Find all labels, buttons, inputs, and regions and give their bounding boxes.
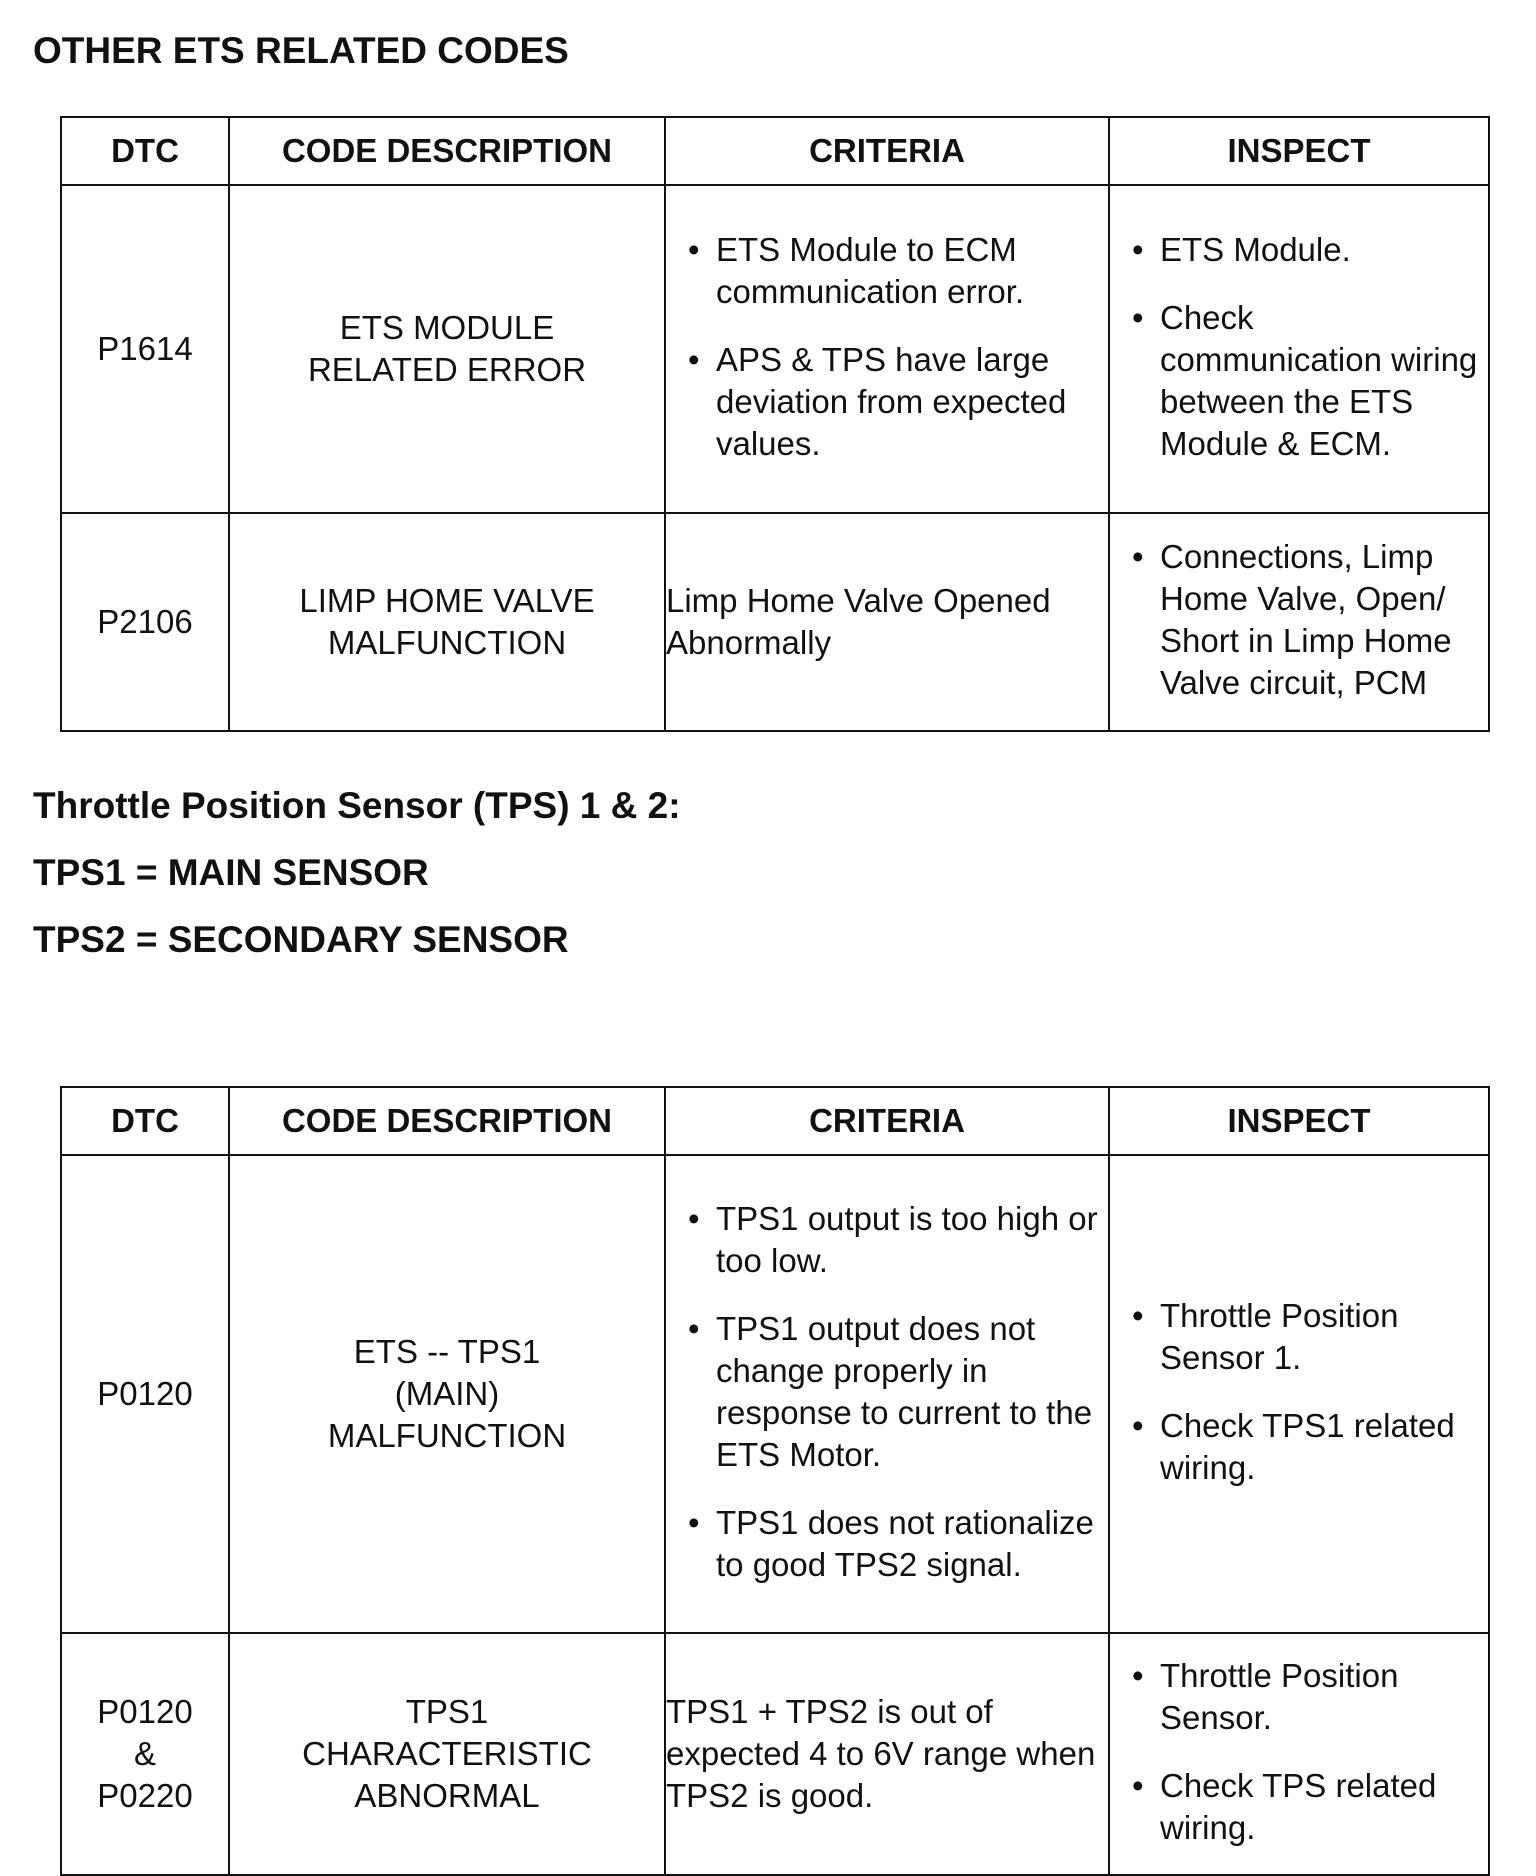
table-header-row: [61, 117, 1489, 185]
description-cell: [229, 1633, 665, 1875]
dtc-cell: [61, 185, 229, 513]
description-line: RELATED ERROR: [307, 351, 587, 388]
criteria-text: TPS1 + TPS2 is out of expected 4 to 6V range when TPS2 is good.: [666, 1693, 1096, 1814]
description-line: (MAIN): [394, 1375, 500, 1412]
inspect-item: • Throttle Position Sensor 1.: [1120, 1295, 1478, 1379]
dtc-cell: [61, 1155, 229, 1633]
header-code-description: CODE DESCRIPTION: [229, 117, 665, 185]
dtc-cell: [61, 513, 229, 731]
inspect-item: • Check TPS1 related wiring.: [1120, 1405, 1478, 1489]
description-line: TPS1: [405, 1693, 489, 1730]
criteria-cell: [665, 1155, 1109, 1633]
criteria-cell: [665, 1633, 1109, 1875]
criteria-item: • APS & TPS have large deviation from expected values.: [676, 339, 1098, 465]
tps-codes-table: [60, 1086, 1490, 1876]
table-header-row: [61, 1087, 1489, 1155]
inspect-cell: [1109, 513, 1489, 731]
description-line: ETS -- TPS1: [353, 1333, 541, 1370]
criteria-item: • ETS Module to ECM communication error.: [676, 229, 1098, 313]
table-row: [61, 513, 1489, 731]
inspect-cell: [1109, 1633, 1489, 1875]
header-inspect: INSPECT: [1109, 1087, 1489, 1155]
section-title-tps: Throttle Position Sensor (TPS) 1 & 2:: [33, 785, 681, 826]
criteria-item: • TPS1 output is too high or too low.: [676, 1198, 1098, 1282]
description-line: LIMP HOME VALVE: [299, 582, 595, 619]
criteria-item: • TPS1 does not rationalize to good TPS2 signal.: [676, 1502, 1098, 1586]
dtc-cell: [61, 1633, 229, 1875]
dtc-code: P1614: [97, 330, 193, 367]
ets-codes-table: [60, 116, 1490, 732]
dtc-code: P0220: [97, 1777, 193, 1814]
criteria-item: • TPS1 output does not change properly in response to current to the ETS Motor.: [676, 1308, 1098, 1476]
table-row: [61, 1633, 1489, 1875]
header-dtc: DTC: [61, 117, 229, 185]
description-line: MALFUNCTION: [327, 1417, 567, 1454]
description-line: ABNORMAL: [354, 1777, 540, 1814]
criteria-text: Limp Home Valve Opened Abnormally: [666, 582, 1051, 661]
header-dtc: DTC: [61, 1087, 229, 1155]
dtc-code: P0120: [97, 1693, 193, 1730]
dtc-code: P2106: [97, 603, 193, 640]
header-inspect: INSPECT: [1109, 117, 1489, 185]
tps2-definition: TPS2 = SECONDARY SENSOR: [33, 919, 569, 960]
criteria-cell: [665, 513, 1109, 731]
description-cell: [229, 185, 665, 513]
inspect-cell: [1109, 1155, 1489, 1633]
inspect-item: • Check communication wiring between the ETS Module & ECM.: [1120, 297, 1478, 465]
inspect-item: • Check TPS related wiring.: [1120, 1765, 1478, 1849]
section-title-ets-codes: OTHER ETS RELATED CODES: [33, 30, 569, 71]
header-code-description: CODE DESCRIPTION: [229, 1087, 665, 1155]
description-cell: [229, 513, 665, 731]
header-criteria: CRITERIA: [665, 117, 1109, 185]
criteria-cell: [665, 185, 1109, 513]
header-criteria: CRITERIA: [665, 1087, 1109, 1155]
inspect-cell: [1109, 185, 1489, 513]
inspect-item: • ETS Module.: [1120, 229, 1478, 271]
dtc-code: P0120: [97, 1375, 193, 1412]
inspect-item: • Connections, Limp Home Valve, Open/ Short in Limp Home Valve circuit, PCM: [1120, 536, 1478, 704]
description-line: CHARACTERISTIC: [302, 1735, 592, 1772]
description-cell: [229, 1155, 665, 1633]
table-row: [61, 1155, 1489, 1633]
inspect-item: • Throttle Position Sensor.: [1120, 1655, 1478, 1739]
description-line: MALFUNCTION: [327, 624, 567, 661]
description-line: ETS MODULE: [339, 309, 555, 346]
tps1-definition: TPS1 = MAIN SENSOR: [33, 852, 429, 893]
dtc-code: &: [133, 1735, 156, 1772]
table-row: [61, 185, 1489, 513]
